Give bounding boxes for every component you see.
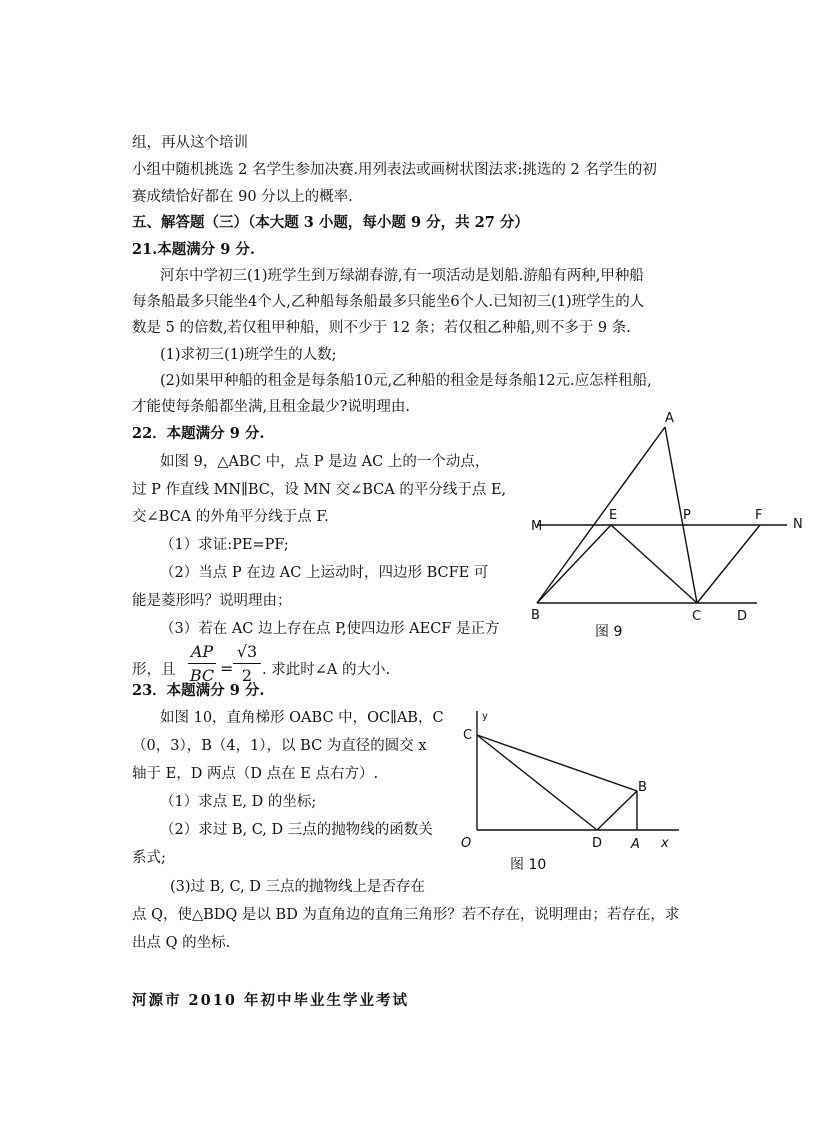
- segment-ab: [537, 427, 665, 603]
- q22-line-4: （1）求证:PE=PF;: [160, 537, 289, 553]
- intro-line-1: 组，再从这个培训: [132, 135, 248, 151]
- fraction-numerator: AP: [190, 642, 214, 661]
- q21-paragraph-3: 数是 5 的倍数,若仅租甲种船，则不少于 12 条；若仅租乙种船,则不多于 9 条.: [132, 320, 631, 336]
- fraction-sqrt3-2: [233, 642, 261, 685]
- q23-line-1: 如图 10，直角梯形 OABC 中，OC∥AB，C: [160, 710, 444, 726]
- label-b: B: [638, 780, 647, 795]
- q23-line-8: 点 Q，使△BDQ 是以 BD 为直角边的直角三角形？若不存在，说明理由；若存在，求: [132, 907, 680, 923]
- q21-paragraph-1: 河东中学初三(1)班学生到万绿湖春游,有一项活动是划船.游船有两种,甲种船: [160, 268, 644, 284]
- q23-line-3: 轴于 E，D 两点（D 点在 E 点右方）.: [132, 766, 379, 782]
- q23-line-6: 系式;: [132, 850, 166, 866]
- footer-exam-title: 河源市 2010 年初中毕业生学业考试: [132, 992, 409, 1009]
- q21-sub-1: (1)求初三(1)班学生的人数;: [160, 347, 337, 363]
- q22-line-8a: 形，且: [132, 662, 176, 678]
- label-y: y: [482, 711, 488, 722]
- q22-line-6: 能是菱形吗？说明理由；: [132, 593, 292, 609]
- section-5-heading: 五、解答题（三）（本大题 3 小题，每小题 9 分，共 27 分）: [132, 214, 529, 231]
- label-a: A: [665, 411, 674, 426]
- q21-sub-3: 才能使每条船都坐满,且租金最少?说明理由.: [132, 399, 410, 415]
- q22-line-8b: . 求此时∠A 的大小.: [262, 662, 391, 678]
- label-a: A: [631, 837, 640, 852]
- q23-line-9: 出点 Q 的坐标.: [132, 935, 231, 951]
- segment-cd: [477, 735, 597, 830]
- label-f: F: [755, 508, 763, 523]
- q22-line-5: （2）当点 P 在边 AC 上运动时，四边形 BCFE 可: [160, 565, 489, 581]
- label-p: P: [683, 508, 691, 523]
- q23-line-7: (3)过 B, C, D 三点的抛物线上是否存在: [170, 879, 426, 895]
- figure-9-caption: 图 9: [595, 624, 623, 640]
- segment-ec: [611, 525, 697, 603]
- label-b: B: [531, 608, 540, 623]
- label-c: C: [692, 609, 702, 624]
- label-c: C: [463, 728, 473, 743]
- label-d: D: [737, 609, 748, 624]
- label-x: x: [661, 836, 669, 851]
- segment-ac: [665, 427, 697, 603]
- q21-sub-2: (2)如果甲种船的租金是每条船10元,乙种船的租金是每条船12元.应怎样租船,: [160, 373, 652, 389]
- fraction-ap-bc: [188, 642, 216, 685]
- segment-bd: [597, 791, 637, 830]
- fraction-denominator: BC: [189, 666, 215, 685]
- label-e: E: [609, 508, 618, 523]
- fraction-numerator: √3: [236, 642, 258, 661]
- q21-paragraph-2: 每条船最多只能坐4个人,乙种船每条船最多只能坐6个人.已知初三(1)班学生的人: [132, 294, 645, 310]
- equals-sign: =: [220, 659, 234, 678]
- figure-10: [455, 705, 695, 880]
- label-n: N: [793, 517, 803, 532]
- label-d: D: [592, 836, 603, 851]
- q23-line-5: （2）求过 B, C, D 三点的抛物线的函数关: [160, 822, 433, 838]
- intro-line-3: 赛成绩恰好都在 90 分以上的概率.: [132, 189, 353, 205]
- segment-cf: [697, 525, 760, 603]
- q22-line-7: （3）若在 AC 边上存在点 P,使四边形 AECF 是正方: [160, 621, 500, 637]
- q22-line-3: 交∠BCA 的外角平分线于点 F.: [132, 509, 329, 525]
- q23-title: 23．本题满分 9 分.: [132, 682, 265, 699]
- q23-line-4: （1）求点 E, D 的坐标;: [160, 794, 317, 810]
- fraction-denominator: 2: [241, 666, 253, 685]
- q22-line-2: 过 P 作直线 MN∥BC，设 MN 交∠BCA 的平分线于点 E,: [132, 482, 507, 498]
- q21-title: 21.本题满分 9 分.: [132, 241, 255, 258]
- q22-line-1: 如图 9，△ABC 中，点 P 是边 AC 上的一个动点，: [160, 454, 490, 470]
- label-m: M: [531, 519, 543, 534]
- segment-cb: [477, 735, 637, 791]
- segment-be: [537, 525, 611, 603]
- q23-line-2: （0，3），B（4，1），以 BC 为直径的圆交 x: [132, 738, 427, 754]
- q22-title: 22．本题满分 9 分.: [132, 425, 265, 442]
- label-o: O: [461, 836, 472, 851]
- figure-9: [525, 405, 815, 650]
- intro-line-2: 小组中随机挑选 2 名学生参加决赛.用列表法或画树状图法求:挑选的 2 名学生的初: [132, 162, 657, 178]
- figure-10-caption: 图 10: [510, 857, 547, 873]
- fraction-bar: [233, 663, 261, 664]
- fraction-bar: [188, 663, 216, 664]
